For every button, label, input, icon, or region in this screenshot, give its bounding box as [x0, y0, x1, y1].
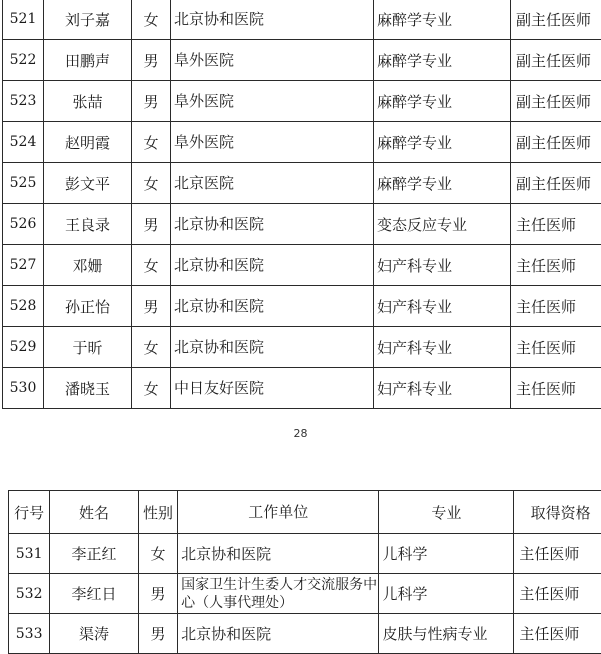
cell-work-unit: 北京协和医院 — [171, 286, 374, 327]
header-specialty: 专业 — [379, 491, 514, 534]
table-row — [9, 614, 601, 654]
cell-specialty: 儿科学 — [379, 534, 514, 574]
cell-qualification: 主任医师 — [514, 574, 601, 614]
cell-sex: 女 — [132, 0, 171, 40]
header-sex: 性别 — [138, 491, 177, 534]
cell-qualification: 副主任医师 — [511, 163, 601, 204]
table-row — [9, 534, 601, 574]
cell-person-name: 于昕 — [44, 327, 132, 368]
cell-work-unit: 北京协和医院 — [171, 0, 374, 40]
cell-qualification: 主任医师 — [511, 327, 601, 368]
cell-sex: 男 — [132, 40, 171, 81]
cell-person-name: 李正红 — [50, 534, 139, 574]
cell-person-name: 孙正怡 — [44, 286, 132, 327]
table-row — [3, 245, 601, 286]
cell-qualification: 主任医师 — [511, 286, 601, 327]
cell-specialty: 麻醉学专业 — [374, 122, 511, 163]
cell-specialty: 麻醉学专业 — [374, 163, 511, 204]
personnel-table-page-29 — [8, 490, 601, 654]
cell-qualification: 主任医师 — [511, 368, 601, 409]
table-row — [3, 40, 601, 81]
cell-row-number: 533 — [9, 614, 50, 654]
cell-qualification: 主任医师 — [514, 534, 601, 574]
cell-person-name: 渠涛 — [50, 614, 139, 654]
personnel-table-page-28 — [2, 0, 601, 409]
cell-specialty: 妇产科专业 — [374, 286, 511, 327]
table-row — [3, 122, 601, 163]
cell-specialty: 麻醉学专业 — [374, 40, 511, 81]
cell-work-unit: 阜外医院 — [171, 81, 374, 122]
cell-sex: 女 — [132, 163, 171, 204]
table-row — [3, 204, 601, 245]
cell-sex: 男 — [132, 204, 171, 245]
header-qualification: 取得资格 — [514, 491, 601, 534]
cell-work-unit: 北京协和医院 — [171, 327, 374, 368]
cell-work-unit: 北京协和医院 — [171, 204, 374, 245]
cell-work-unit: 北京协和医院 — [178, 614, 379, 654]
table-body-top — [3, 0, 601, 409]
table-row — [3, 368, 601, 409]
cell-sex: 男 — [138, 574, 177, 614]
cell-person-name: 潘晓玉 — [44, 368, 132, 409]
cell-work-unit: 北京医院 — [171, 163, 374, 204]
table-row — [3, 286, 601, 327]
table-row — [3, 81, 601, 122]
cell-row-number: 528 — [3, 286, 44, 327]
cell-specialty: 麻醉学专业 — [374, 81, 511, 122]
header-name: 姓名 — [50, 491, 139, 534]
cell-person-name: 王良录 — [44, 204, 132, 245]
cell-sex: 女 — [138, 534, 177, 574]
cell-person-name: 李红日 — [50, 574, 139, 614]
cell-person-name: 彭文平 — [44, 163, 132, 204]
cell-specialty: 妇产科专业 — [374, 245, 511, 286]
table-row — [9, 574, 601, 614]
cell-row-number: 525 — [3, 163, 44, 204]
cell-sex: 男 — [132, 81, 171, 122]
cell-row-number: 522 — [3, 40, 44, 81]
cell-row-number: 526 — [3, 204, 44, 245]
cell-sex: 男 — [132, 286, 171, 327]
page-number: 28 — [293, 427, 308, 440]
cell-person-name: 张喆 — [44, 81, 132, 122]
cell-work-unit: 北京协和医院 — [171, 245, 374, 286]
cell-row-number: 532 — [9, 574, 50, 614]
cell-qualification: 主任医师 — [514, 614, 601, 654]
cell-specialty: 皮肤与性病专业 — [379, 614, 514, 654]
cell-person-name: 赵明霞 — [44, 122, 132, 163]
cell-row-number: 523 — [3, 81, 44, 122]
cell-qualification: 主任医师 — [511, 245, 601, 286]
cell-specialty: 妇产科专业 — [374, 327, 511, 368]
cell-work-unit: 阜外医院 — [171, 122, 374, 163]
cell-work-unit: 北京协和医院 — [178, 534, 379, 574]
cell-row-number: 530 — [3, 368, 44, 409]
cell-specialty: 儿科学 — [379, 574, 514, 614]
cell-qualification: 主任医师 — [511, 204, 601, 245]
cell-sex: 男 — [138, 614, 177, 654]
cell-row-number: 524 — [3, 122, 44, 163]
cell-sex: 女 — [132, 122, 171, 163]
table-row — [3, 163, 601, 204]
cell-work-unit: 阜外医院 — [171, 40, 374, 81]
header-row — [9, 491, 601, 534]
cell-person-name: 刘子嘉 — [44, 0, 132, 40]
cell-qualification: 副主任医师 — [511, 81, 601, 122]
cell-person-name: 田鹏声 — [44, 40, 132, 81]
cell-person-name: 邓姗 — [44, 245, 132, 286]
table-row — [3, 327, 601, 368]
cell-row-number: 529 — [3, 327, 44, 368]
cell-work-unit: 中日友好医院 — [171, 368, 374, 409]
cell-sex: 女 — [132, 245, 171, 286]
cell-qualification: 副主任医师 — [511, 0, 601, 40]
cell-work-unit: 国家卫生计生委人才交流服务中心（人事代理处） — [178, 574, 379, 614]
cell-row-number: 531 — [9, 534, 50, 574]
cell-qualification: 副主任医师 — [511, 40, 601, 81]
cell-qualification: 副主任医师 — [511, 122, 601, 163]
cell-sex: 女 — [132, 327, 171, 368]
cell-specialty: 妇产科专业 — [374, 368, 511, 409]
header-no: 行号 — [9, 491, 50, 534]
cell-row-number: 521 — [3, 0, 44, 40]
table-body-bottom — [9, 534, 601, 654]
table-row — [3, 0, 601, 40]
table-header — [9, 491, 601, 534]
cell-specialty: 变态反应专业 — [374, 204, 511, 245]
cell-sex: 女 — [132, 368, 171, 409]
cell-specialty: 麻醉学专业 — [374, 0, 511, 40]
cell-row-number: 527 — [3, 245, 44, 286]
header-unit: 工作单位 — [178, 491, 379, 534]
